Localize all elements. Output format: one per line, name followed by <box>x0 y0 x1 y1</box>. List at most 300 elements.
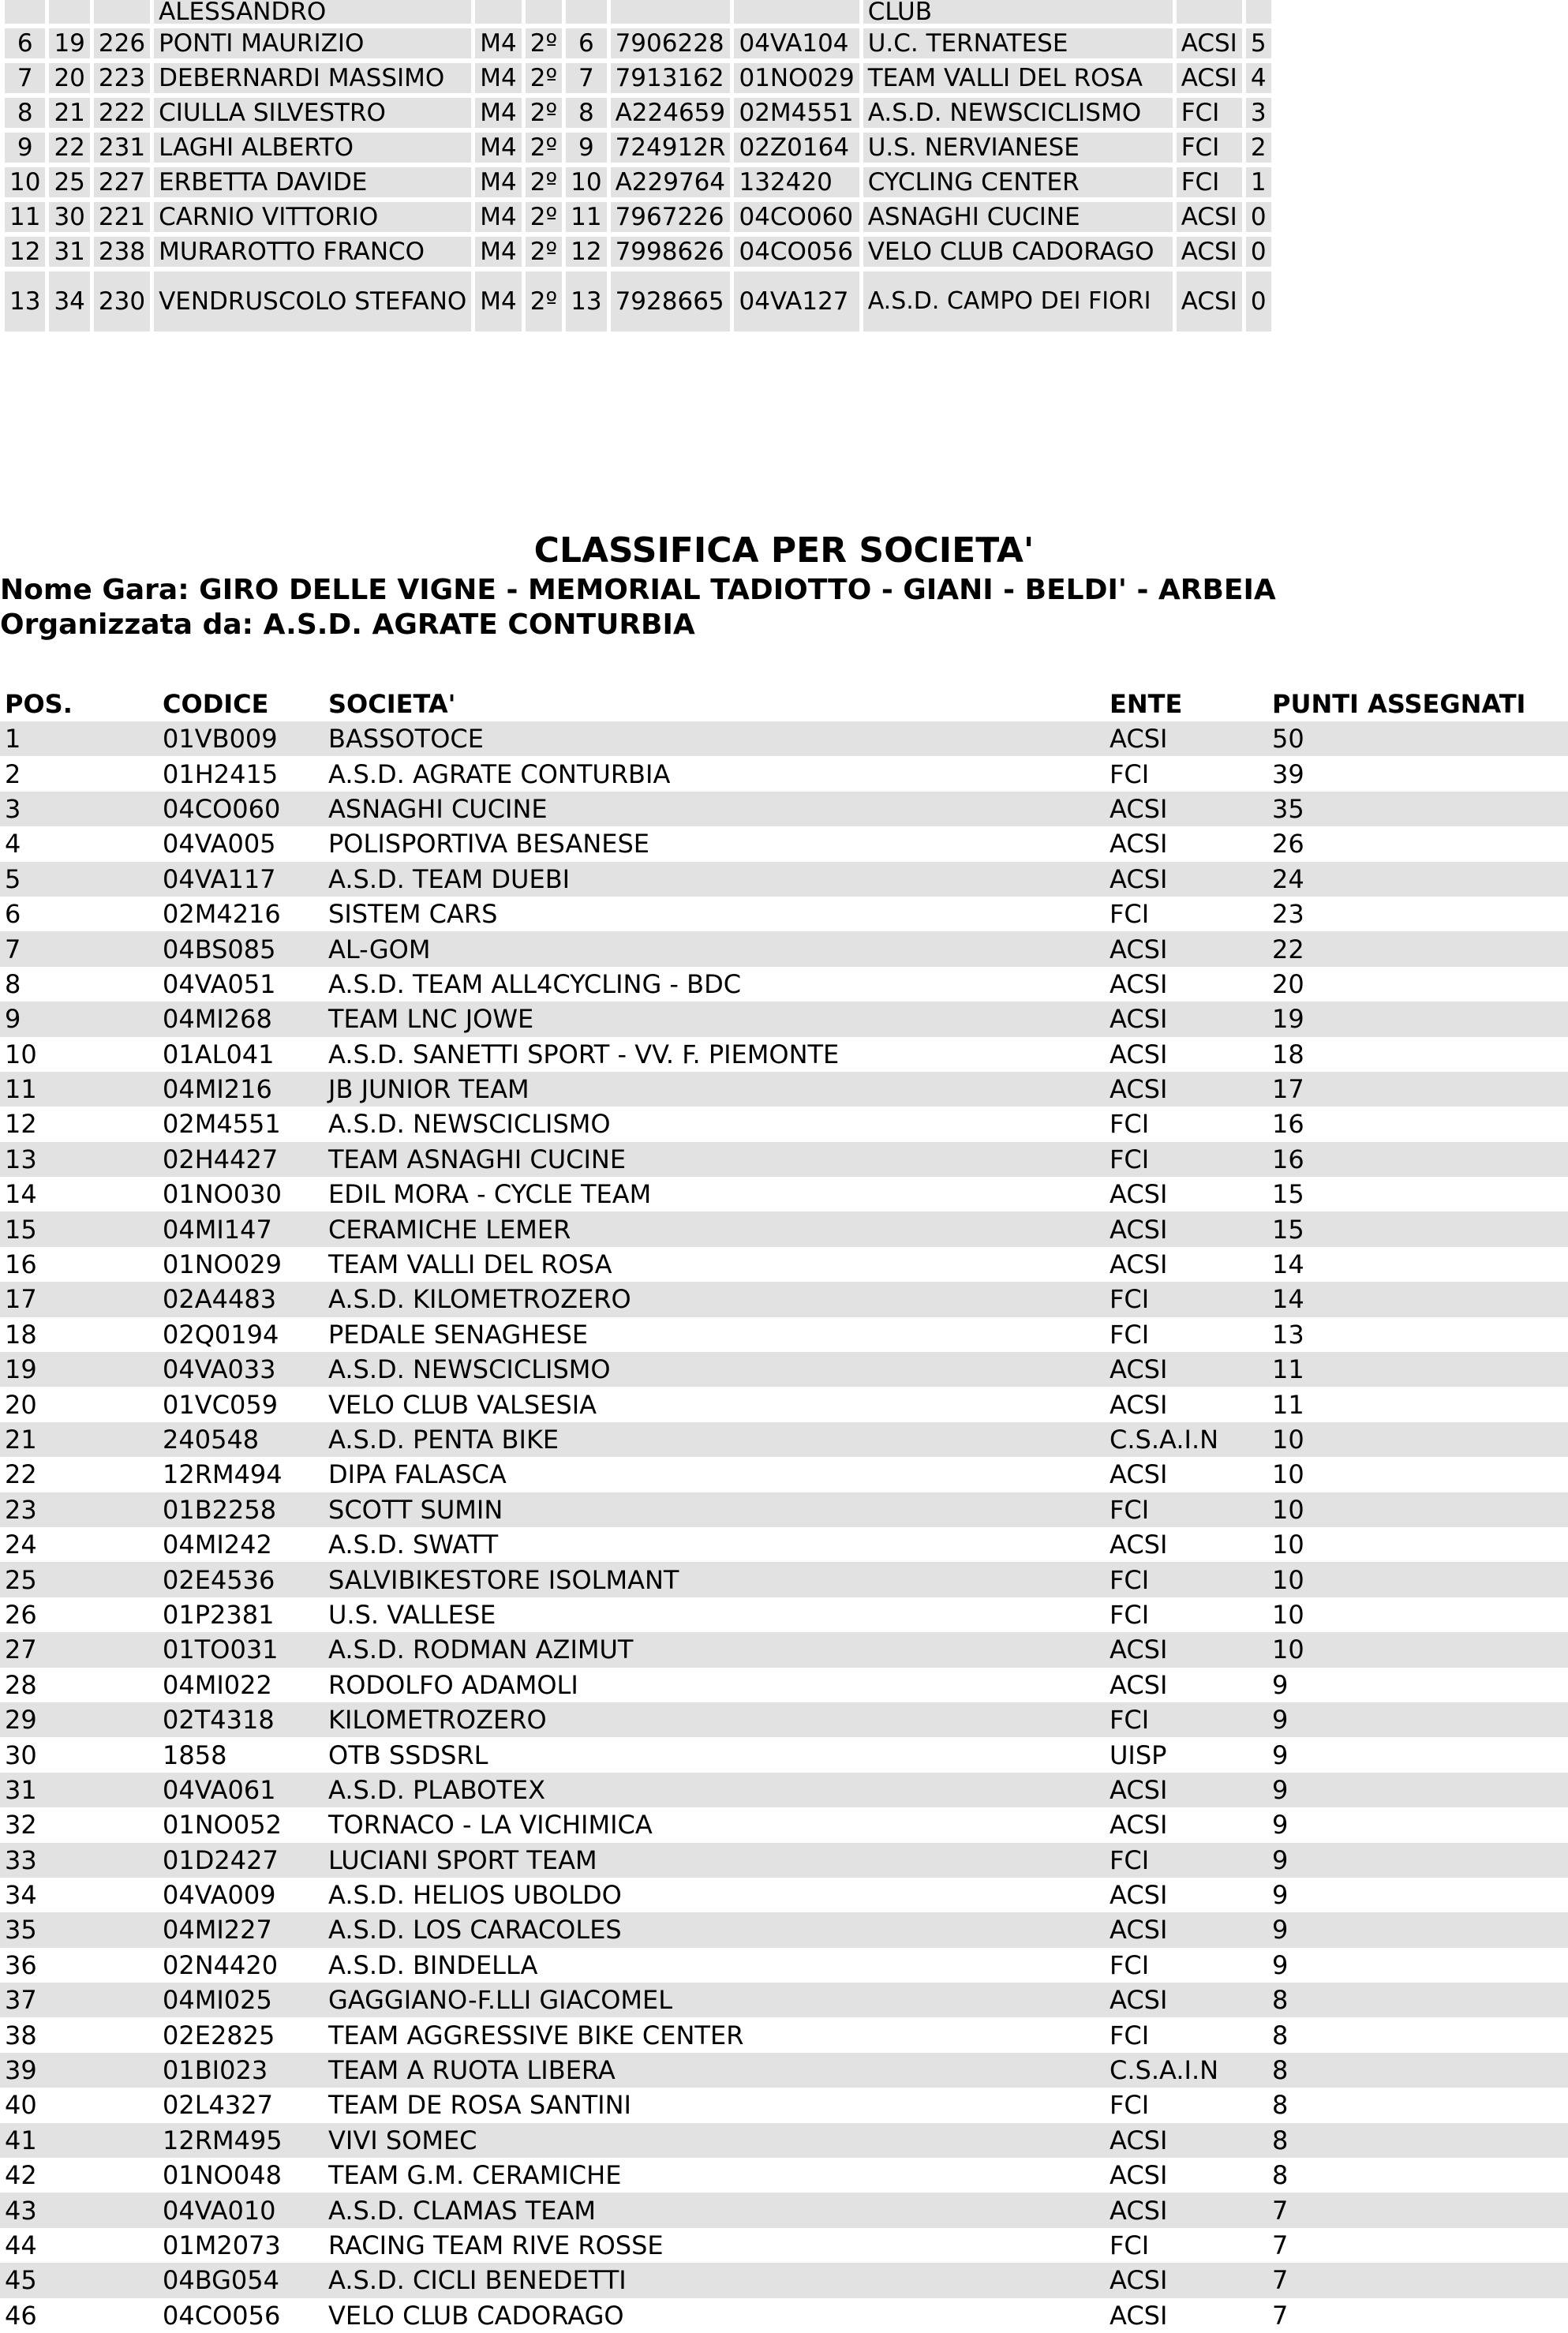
cell-cat-pos: 10 <box>566 167 606 202</box>
cell-pos: 20 <box>0 1387 158 1421</box>
cell-club-code: 01NO029 <box>734 63 859 98</box>
cell-num: 238 <box>94 237 150 271</box>
cell-pos: 35 <box>0 1912 158 1947</box>
cell-pos: 12 <box>0 1107 158 1141</box>
cell-club: TEAM VALLI DEL ROSA <box>863 63 1173 98</box>
table-row <box>0 1527 1568 1562</box>
cell-pos: 11 <box>0 1072 158 1107</box>
cell-ente: ACSI <box>1105 862 1267 897</box>
cell-societa: PEDALE SENAGHESE <box>324 1317 1105 1352</box>
table-row <box>0 756 1568 791</box>
cell-bib: 19 <box>49 28 89 63</box>
cell-societa: LUCIANI SPORT TEAM <box>324 1843 1105 1878</box>
table-header-row <box>0 687 1568 721</box>
cell-ente: FCI <box>1105 897 1267 931</box>
cell-codice: 04VA033 <box>158 1352 324 1387</box>
table-row <box>0 1387 1568 1421</box>
cell-codice: 04MI227 <box>158 1912 324 1947</box>
cell-ente: FCI <box>1105 1562 1267 1597</box>
cell-societa: A.S.D. TEAM ALL4CYCLING - BDC <box>324 967 1105 1002</box>
cell-societa: A.S.D. LOS CARACOLES <box>324 1912 1105 1947</box>
table-row <box>5 98 1271 133</box>
cell-ente: ACSI <box>1105 826 1267 861</box>
cell-societa: A.S.D. RODMAN AZIMUT <box>324 1632 1105 1667</box>
cell-ente: FCI <box>1105 756 1267 791</box>
cell-punti: 7 <box>1267 2193 1568 2227</box>
cell-pos: 5 <box>0 862 158 897</box>
header-pos: POS. <box>5 689 73 719</box>
cell-societa: A.S.D. AGRATE CONTURBIA <box>324 756 1105 791</box>
cell-ente: FCI <box>1105 1843 1267 1878</box>
cell-pos: 14 <box>0 1177 158 1211</box>
table-row <box>0 1457 1568 1492</box>
cell-punti: 16 <box>1267 1142 1568 1177</box>
cell-punti: 19 <box>1267 1002 1568 1036</box>
cell-ente: FCI <box>1177 167 1242 202</box>
table-row <box>0 1807 1568 1842</box>
cell-punti: 20 <box>1267 967 1568 1002</box>
cell-societa: A.S.D. SANETTI SPORT - VV. F. PIEMONTE <box>324 1037 1105 1072</box>
cell-punti: 14 <box>1267 1247 1568 1282</box>
cell-ente: ACSI <box>1105 1632 1267 1667</box>
cell-category: M4 <box>475 133 521 167</box>
cell-class: 2º <box>526 98 562 133</box>
cell-pos: 6 <box>5 28 45 63</box>
cell-class: 2º <box>526 202 562 237</box>
cell-pos: 40 <box>0 2088 158 2122</box>
cell-ente: FCI <box>1177 133 1242 167</box>
cell-societa: A.S.D. PLABOTEX <box>324 1773 1105 1807</box>
cell-codice: 1858 <box>158 1737 324 1772</box>
cell-societa: SCOTT SUMIN <box>324 1492 1105 1527</box>
cell-codice: 04VA010 <box>158 2193 324 2227</box>
cell-category: M4 <box>475 98 521 133</box>
society-ranking-table <box>0 687 1568 2333</box>
header-ente: ENTE <box>1110 689 1183 719</box>
table-row <box>5 271 1271 336</box>
cell-club: U.C. TERNATESE <box>863 28 1173 63</box>
cell-pos: 10 <box>0 1037 158 1072</box>
cell-club-code: 02Z0164 <box>734 133 859 167</box>
cell-ente: FCI <box>1105 1702 1267 1737</box>
society-ranking-body <box>0 721 1568 2333</box>
cell-ente: FCI <box>1105 1107 1267 1141</box>
cell-ente: C.S.A.I.N <box>1105 1422 1267 1457</box>
table-row <box>0 1107 1568 1141</box>
cell-cat-pos: 12 <box>566 237 606 271</box>
cell-name: LAGHI ALBERTO <box>154 133 471 167</box>
cell-license: 7906228 <box>611 28 731 63</box>
cell-pos: 15 <box>0 1211 158 1246</box>
table-row <box>0 1072 1568 1107</box>
cell-punti: 10 <box>1267 1632 1568 1667</box>
cell-codice: 04MI022 <box>158 1668 324 1702</box>
cell-punti: 10 <box>1267 1562 1568 1597</box>
header-punti: PUNTI ASSEGNATI <box>1272 689 1526 719</box>
table-row <box>0 2193 1568 2227</box>
cell-codice: 12RM494 <box>158 1457 324 1492</box>
table-row <box>0 2158 1568 2193</box>
cell-pos: 30 <box>0 1737 158 1772</box>
cell-pos: 19 <box>0 1352 158 1387</box>
cell-codice: 02A4483 <box>158 1282 324 1316</box>
cell-ente: ACSI <box>1177 28 1242 63</box>
cell-punti: 13 <box>1267 1317 1568 1352</box>
cell-pos: 8 <box>0 967 158 1002</box>
cell-points: 1 <box>1246 167 1271 202</box>
cell-punti: 9 <box>1267 1702 1568 1737</box>
cell-societa: TEAM LNC JOWE <box>324 1002 1105 1036</box>
cell-punti: 9 <box>1267 1948 1568 1983</box>
cell-punti: 7 <box>1267 2298 1568 2333</box>
cell-ente: ACSI <box>1105 2298 1267 2333</box>
cell-codice: 04VA009 <box>158 1878 324 1912</box>
cell-pos: 9 <box>5 133 45 167</box>
cell-codice: 02E2825 <box>158 2017 324 2052</box>
cell-name: DEBERNARDI MASSIMO <box>154 63 471 98</box>
cell-societa: A.S.D. CLAMAS TEAM <box>324 2193 1105 2227</box>
cell-num: 223 <box>94 63 150 98</box>
cell-punti: 9 <box>1267 1737 1568 1772</box>
cell-ente: ACSI <box>1105 1457 1267 1492</box>
cell-punti: 9 <box>1267 1773 1568 1807</box>
cell-pos: 36 <box>0 1948 158 1983</box>
cell-pos: 8 <box>5 98 45 133</box>
cell-bib: 22 <box>49 133 89 167</box>
cell-punti: 17 <box>1267 1072 1568 1107</box>
header-codice: CODICE <box>163 689 269 719</box>
cell-codice: 01B2258 <box>158 1492 324 1527</box>
cell-punti: 9 <box>1267 1912 1568 1947</box>
cell-societa: POLISPORTIVA BESANESE <box>324 826 1105 861</box>
cell-ente: FCI <box>1105 1492 1267 1527</box>
cell-pos: 1 <box>0 721 158 756</box>
cell-punti: 9 <box>1267 1843 1568 1878</box>
cell-points <box>1246 0 1271 28</box>
cell-category: M4 <box>475 237 521 271</box>
cell-pos: 38 <box>0 2017 158 2052</box>
cell-bib: 25 <box>49 167 89 202</box>
cell-codice: 02L4327 <box>158 2088 324 2122</box>
cell-cat-pos: 6 <box>566 28 606 63</box>
table-row <box>0 931 1568 966</box>
cell-punti: 9 <box>1267 1878 1568 1912</box>
cell-ente: ACSI <box>1105 1037 1267 1072</box>
cell-pos: 28 <box>0 1668 158 1702</box>
cell-ente: ACSI <box>1105 792 1267 826</box>
table-row <box>0 1737 1568 1772</box>
cell-ente: ACSI <box>1105 1668 1267 1702</box>
cell-societa: KILOMETROZERO <box>324 1702 1105 1737</box>
cell-points: 0 <box>1246 237 1271 271</box>
cell-punti: 7 <box>1267 2263 1568 2297</box>
cell-club-code: 04CO056 <box>734 237 859 271</box>
cell-codice: 01VB009 <box>158 721 324 756</box>
cell-bib: 20 <box>49 63 89 98</box>
cell-punti: 10 <box>1267 1492 1568 1527</box>
cell-ente: FCI <box>1105 1282 1267 1316</box>
cell-pos: 3 <box>0 792 158 826</box>
cell-pos: 21 <box>0 1422 158 1457</box>
cell-punti: 15 <box>1267 1177 1568 1211</box>
cell-ente: ACSI <box>1105 1002 1267 1036</box>
cell-codice: 01VC059 <box>158 1387 324 1421</box>
cell-punti: 9 <box>1267 1807 1568 1842</box>
cell-club-code <box>734 0 859 28</box>
table-row <box>0 1983 1568 2017</box>
cell-codice: 01TO031 <box>158 1632 324 1667</box>
cell-ente: ACSI <box>1105 1807 1267 1842</box>
table-row <box>0 1702 1568 1737</box>
cell-codice: 02M4551 <box>158 1107 324 1141</box>
table-row <box>0 1773 1568 1807</box>
cell-codice: 01AL041 <box>158 1037 324 1072</box>
cell-societa: TEAM DE ROSA SANTINI <box>324 2088 1105 2122</box>
cell-pos: 23 <box>0 1492 158 1527</box>
cell-societa: EDIL MORA - CYCLE TEAM <box>324 1177 1105 1211</box>
cell-cat-pos <box>566 0 606 28</box>
cell-class: 2º <box>526 271 562 336</box>
cell-codice: 02N4420 <box>158 1948 324 1983</box>
cell-punti: 11 <box>1267 1352 1568 1387</box>
cell-punti: 22 <box>1267 931 1568 966</box>
cell-societa: VELO CLUB CADORAGO <box>324 2298 1105 2333</box>
cell-class <box>526 0 562 28</box>
cell-societa: AL-GOM <box>324 931 1105 966</box>
cell-pos: 42 <box>0 2158 158 2193</box>
page-title: CLASSIFICA PER SOCIETA' <box>533 530 1035 571</box>
cell-class: 2º <box>526 133 562 167</box>
cell-club-code: 132420 <box>734 167 859 202</box>
table-row <box>0 2123 1568 2158</box>
cell-pos <box>5 0 45 28</box>
cell-codice: 04MI147 <box>158 1211 324 1246</box>
cell-pos: 29 <box>0 1702 158 1737</box>
cell-class: 2º <box>526 237 562 271</box>
cell-name: MURAROTTO FRANCO <box>154 237 471 271</box>
cell-societa: TEAM ASNAGHI CUCINE <box>324 1142 1105 1177</box>
cell-num: 221 <box>94 202 150 237</box>
cell-societa: A.S.D. NEWSCICLISMO <box>324 1352 1105 1387</box>
cell-ente: ACSI <box>1105 721 1267 756</box>
table-row <box>0 2053 1568 2088</box>
table-row <box>0 1492 1568 1527</box>
cell-codice: 01BI023 <box>158 2053 324 2088</box>
cell-ente: FCI <box>1105 1597 1267 1632</box>
table-row <box>5 28 1271 63</box>
cell-name: CIULLA SILVESTRO <box>154 98 471 133</box>
cell-codice: 04MI268 <box>158 1002 324 1036</box>
cell-ente: ACSI <box>1105 967 1267 1002</box>
cell-license: 7928665 <box>611 271 731 336</box>
cell-societa: VIVI SOMEC <box>324 2123 1105 2158</box>
cell-ente: ACSI <box>1105 1177 1267 1211</box>
cell-points: 2 <box>1246 133 1271 167</box>
individual-ranking-table <box>1 0 1275 336</box>
table-row <box>0 721 1568 756</box>
cell-pos: 16 <box>0 1247 158 1282</box>
cell-ente: FCI <box>1105 2017 1267 2052</box>
cell-ente: ACSI <box>1177 202 1242 237</box>
table-row <box>5 63 1271 98</box>
cell-category <box>475 0 521 28</box>
cell-ente: ACSI <box>1105 1352 1267 1387</box>
cell-club: U.S. NERVIANESE <box>863 133 1173 167</box>
cell-points: 4 <box>1246 63 1271 98</box>
cell-license: 7998626 <box>611 237 731 271</box>
cell-punti: 10 <box>1267 1597 1568 1632</box>
cell-societa: A.S.D. BINDELLA <box>324 1948 1105 1983</box>
cell-punti: 7 <box>1267 2228 1568 2263</box>
cell-ente: ACSI <box>1105 1878 1267 1912</box>
cell-codice: 02H4427 <box>158 1142 324 1177</box>
cell-club-code: 04VA104 <box>734 28 859 63</box>
cell-license: 7967226 <box>611 202 731 237</box>
cell-societa: A.S.D. HELIOS UBOLDO <box>324 1878 1105 1912</box>
table-row <box>0 897 1568 931</box>
cell-punti: 11 <box>1267 1387 1568 1421</box>
cell-pos: 10 <box>5 167 45 202</box>
cell-club-code: 02M4551 <box>734 98 859 133</box>
cell-codice: 01P2381 <box>158 1597 324 1632</box>
cell-name: ALESSANDRO <box>154 0 471 28</box>
cell-ente: ACSI <box>1105 2123 1267 2158</box>
cell-codice: 01H2415 <box>158 756 324 791</box>
cell-codice: 02Q0194 <box>158 1317 324 1352</box>
table-row <box>0 1668 1568 1702</box>
cell-ente: ACSI <box>1105 2193 1267 2227</box>
cell-category: M4 <box>475 28 521 63</box>
cell-ente: FCI <box>1105 2088 1267 2122</box>
cell-club: CLUB <box>863 0 1173 28</box>
cell-codice: 04MI216 <box>158 1072 324 1107</box>
cell-societa: A.S.D. KILOMETROZERO <box>324 1282 1105 1316</box>
cell-punti: 39 <box>1267 756 1568 791</box>
cell-punti: 8 <box>1267 1983 1568 2017</box>
table-row <box>0 1211 1568 1246</box>
cell-bib: 34 <box>49 271 89 336</box>
cell-punti: 18 <box>1267 1037 1568 1072</box>
table-row <box>0 1562 1568 1597</box>
table-row <box>0 2228 1568 2263</box>
cell-societa: A.S.D. PENTA BIKE <box>324 1422 1105 1457</box>
cell-cat-pos: 13 <box>566 271 606 336</box>
cell-club: VELO CLUB CADORAGO <box>863 237 1173 271</box>
cell-pos: 11 <box>5 202 45 237</box>
cell-num: 230 <box>94 271 150 336</box>
cell-codice: 04CO060 <box>158 792 324 826</box>
cell-societa: CERAMICHE LEMER <box>324 1211 1105 1246</box>
cell-pos: 26 <box>0 1597 158 1632</box>
cell-ente: FCI <box>1105 1317 1267 1352</box>
cell-pos: 12 <box>5 237 45 271</box>
table-row <box>0 862 1568 897</box>
cell-pos: 44 <box>0 2228 158 2263</box>
cell-societa: VELO CLUB VALSESIA <box>324 1387 1105 1421</box>
cell-pos: 27 <box>0 1632 158 1667</box>
cell-ente: ACSI <box>1177 237 1242 271</box>
table-row-partial <box>5 0 1271 28</box>
cell-ente: ACSI <box>1105 1387 1267 1421</box>
header-societa: SOCIETA' <box>328 689 456 719</box>
cell-punti: 10 <box>1267 1422 1568 1457</box>
cell-pos: 7 <box>0 931 158 966</box>
cell-codice: 240548 <box>158 1422 324 1457</box>
cell-codice: 01NO048 <box>158 2158 324 2193</box>
cell-pos: 34 <box>0 1878 158 1912</box>
cell-ente: FCI <box>1105 1948 1267 1983</box>
cell-societa: GAGGIANO-F.LLI GIACOMEL <box>324 1983 1105 2017</box>
cell-ente: ACSI <box>1105 1773 1267 1807</box>
table-row <box>0 1247 1568 1282</box>
cell-club-code: 04CO060 <box>734 202 859 237</box>
cell-bib <box>49 0 89 28</box>
cell-pos: 31 <box>0 1773 158 1807</box>
cell-societa: RODOLFO ADAMOLI <box>324 1668 1105 1702</box>
cell-punti: 16 <box>1267 1107 1568 1141</box>
cell-class: 2º <box>526 167 562 202</box>
cell-codice: 02T4318 <box>158 1702 324 1737</box>
cell-club-code: 04VA127 <box>734 271 859 336</box>
cell-club: A.S.D. CAMPO DEI FIORI <box>863 271 1173 336</box>
cell-pos: 17 <box>0 1282 158 1316</box>
individual-ranking-body <box>5 0 1271 336</box>
cell-ente: ACSI <box>1105 1983 1267 2017</box>
cell-ente: ACSI <box>1177 63 1242 98</box>
cell-codice: 01NO029 <box>158 1247 324 1282</box>
table-row <box>0 2017 1568 2052</box>
cell-pos: 25 <box>0 1562 158 1597</box>
cell-codice: 01D2427 <box>158 1843 324 1878</box>
table-row <box>0 1002 1568 1036</box>
cell-num: 226 <box>94 28 150 63</box>
cell-num <box>94 0 150 28</box>
cell-punti: 9 <box>1267 1668 1568 1702</box>
cell-societa: TORNACO - LA VICHIMICA <box>324 1807 1105 1842</box>
cell-punti: 24 <box>1267 862 1568 897</box>
cell-societa: SISTEM CARS <box>324 897 1105 931</box>
table-row <box>0 1317 1568 1352</box>
cell-cat-pos: 7 <box>566 63 606 98</box>
cell-ente: ACSI <box>1105 1527 1267 1562</box>
table-row <box>0 1948 1568 1983</box>
cell-num: 231 <box>94 133 150 167</box>
cell-ente <box>1177 0 1242 28</box>
table-row <box>0 2263 1568 2297</box>
cell-license: A224659 <box>611 98 731 133</box>
cell-category: M4 <box>475 271 521 336</box>
table-row <box>0 1422 1568 1457</box>
cell-societa: U.S. VALLESE <box>324 1597 1105 1632</box>
cell-codice: 04VA117 <box>158 862 324 897</box>
cell-ente: FCI <box>1177 98 1242 133</box>
cell-codice: 04VA061 <box>158 1773 324 1807</box>
cell-points: 5 <box>1246 28 1271 63</box>
cell-ente: FCI <box>1105 1142 1267 1177</box>
cell-bib: 31 <box>49 237 89 271</box>
cell-ente: UISP <box>1105 1737 1267 1772</box>
cell-societa: TEAM AGGRESSIVE BIKE CENTER <box>324 2017 1105 2052</box>
cell-pos: 13 <box>0 1142 158 1177</box>
cell-pos: 9 <box>0 1002 158 1036</box>
cell-societa: A.S.D. CICLI BENEDETTI <box>324 2263 1105 2297</box>
cell-pos: 45 <box>0 2263 158 2297</box>
cell-ente: C.S.A.I.N <box>1105 2053 1267 2088</box>
cell-license: 7913162 <box>611 63 731 98</box>
cell-codice: 12RM495 <box>158 2123 324 2158</box>
table-row <box>5 202 1271 237</box>
cell-punti: 26 <box>1267 826 1568 861</box>
